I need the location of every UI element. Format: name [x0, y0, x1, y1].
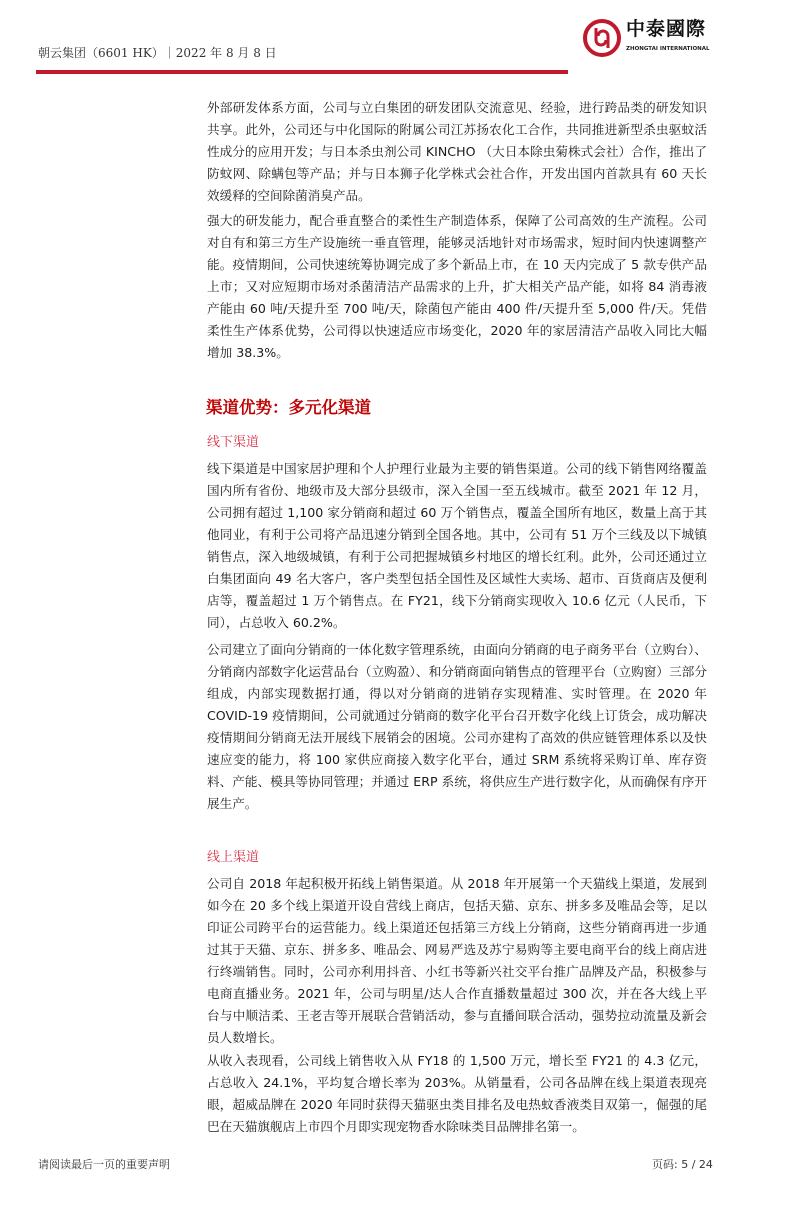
- paragraph: 公司建立了面向分销商的一体化数字管理系统，由面向分销商的电子商务平台（立购台）、分销商内部数字化运营品台（立购盈）、和分销商面向销售点的管理平台（立购窗）三部分组成，内部实现数据打通，得以对分销商的进销存实现精准、实时管理。在 2020 年 COVID-19 疫情期间，公司就通过分销商的数字化平台召开数字化线上订货会，成功解决疫情期间分销商无法开展线下展销会的困境。公司亦建构了高效的供应链管理体系以及快速应变的能力，将 100 家供应商接入数字化平台，通过 SRM 系统将采购订单、库存资料、产能、模具等协同管理；并通过 ERP 系统，将供应生产进行数字化，从而确保有序开展生产。: [207, 642, 707, 811]
- paragraph: 外部研发体系方面，公司与立白集团的研发团队交流意见、经验，进行跨品类的研发知识共享。此外，公司还与中化国际的附属公司江苏扬农化工合作，共同推进新型杀虫驱蚊活性成分的应用开发；与日本杀虫剂公司 KINCHO （大日本除虫菊株式会社）合作，推出了防蚊网、除螨包等产品；并与日本狮子化学株式会社合作，开发出国内首款具有 60 天长效缓释的空间除菌消臭产品。: [207, 100, 707, 203]
- page-header: [0, 0, 793, 97]
- report-header-title: 朝云集团（6601 HK）｜2022 年 8 月 8 日: [38, 46, 277, 60]
- paragraph: 强大的研发能力，配合垂直整合的柔性生产制造体系，保障了公司高效的生产流程。公司对自有和第三方生产设施统一垂直管理，能够灵活地针对市场需求，短时间内快速调整产能。疫情期间，公司快速统筹协调完成了多个新品上市，在 10 天内完成了 5 款专供产品上市；又对应短期市场对杀菌清洁产品需求的上升，扩大相关产品产能，如将 84 消毒液产能由 60 吨/天提升至 700 吨/天，除菌包产能由 400 件/天提升至 5,000 件/天。凭借柔性生产体系优势，公司得以快速适应市场变化，2020 年的家居清洁产品收入同比大幅增加 38.3%。: [207, 213, 707, 360]
- paragraph: 公司自 2018 年起积极开拓线上销售渠道。从 2018 年开展第一个天猫线上渠道，发展到如今在 20 多个线上渠道开设自营线上商店，包括天猫、京东、拼多多及唯品会等，足以印证公司跨平台的运营能力。线上渠道还包括第三方线上分销商，这些分销商再进一步通过其于天猫、京东、拼多多、唯品会、网易严选及苏宁易购等主要电商平台的线上商店进行终端销售。同时，公司亦利用抖音、小红书等新兴社交平台推广品牌及产品，积极参与电商直播业务。2021 年，公司与明星/达人合作直播数量超过 300 次，并在各大线上平台与中顺洁柔、王老吉等开展联合营销活动，参与直播间联合活动，强势拉动流量及新会员人数增长。: [207, 876, 707, 1045]
- paragraph: 线下渠道是中国家居护理和个人护理行业最为主要的销售渠道。公司的线下销售网络覆盖国内所有省份、地级市及大部分县级市，深入全国一至五线城市。截至 2021 年 12 月，公司拥有超过 1,100 家分销商和超过 60 万个销售点，覆盖全国所有地区，数量上高于其他同业，有利于公司将产品迅速分销到全国各地。其中，公司有 51 万个三线及以下城镇销售点，深入地级城镇，有利于公司把握城镇乡村地区的增长红利。此外，公司还通过立白集团面向 49 名大客户，客户类型包括全国性及区域性大卖场、超市、百货商店及便利店等，覆盖超过 1 万个销售点。在 FY21，线下分销商实现收入 10.6 亿元（人民币，下同），占总收入 60.2%。: [207, 461, 707, 630]
- logo-text-en: ZHONGTAI INTERNATIONAL: [626, 46, 710, 52]
- page-footer: [0, 1138, 793, 1210]
- footer-disclaimer: 请阅读最后一页的重要声明: [38, 1158, 170, 1171]
- paragraph: 从收入表现看，公司线上销售收入从 FY18 的 1,500 万元，增长至 FY21 的 4.3 亿元，占总收入 24.1%，平均复合增长率为 203%。从销量看，公司各品牌在线上渠道表现亮眼，超威品牌在 2020 年同时获得天猫驱虫类目排名及电热蚊香液类目双第一，倔强的尾巴在天猫旗舰店上市四个月即实现宠物香水除味类目品牌排名第一。: [207, 1053, 707, 1134]
- company-logo: [582, 17, 732, 59]
- section-heading: 渠道优势：多元化渠道: [206, 398, 371, 417]
- zhongtai-logo-icon: [582, 18, 622, 58]
- report-body: [207, 97, 707, 1138]
- logo-text-cn: 中泰國際: [626, 18, 707, 40]
- page-number: 页码: 5 / 24: [652, 1158, 713, 1171]
- header-divider: [36, 70, 568, 74]
- subheading-online: 线上渠道: [207, 850, 260, 865]
- subheading-offline: 线下渠道: [207, 435, 260, 450]
